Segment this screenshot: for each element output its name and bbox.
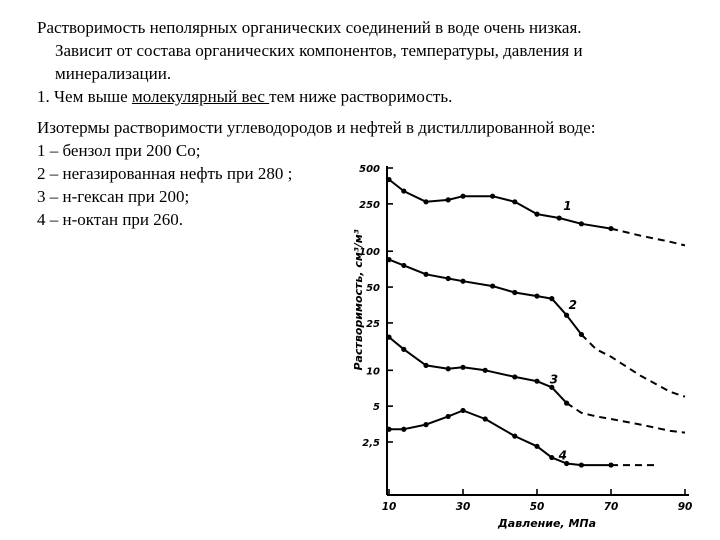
- y-tick-label: 2,5: [362, 438, 380, 449]
- series-4-point: [534, 444, 539, 449]
- y-axis-title: Растворимость, см³/м³: [352, 229, 365, 371]
- series-3-point: [386, 335, 391, 340]
- y-tick-label: 10: [366, 366, 380, 378]
- series-2-point: [490, 283, 495, 288]
- series-2-point: [423, 272, 428, 277]
- series-4-point: [460, 408, 465, 413]
- y-tick-label: 50: [366, 283, 380, 295]
- series-3-point: [483, 368, 488, 373]
- series-1-line: [389, 180, 611, 229]
- paragraph-line-1: Растворимость неполярных органических соединений в воде очень низкая.: [37, 18, 582, 37]
- series-1-point: [460, 194, 465, 199]
- series-1-point: [512, 199, 517, 204]
- isotherm-item-1: 1 – бензол при 200 Со;: [37, 141, 201, 160]
- isotherms-heading: Изотермы растворимости углеводородов и нефтей в дистиллированной воде:: [37, 118, 596, 137]
- series-1-point: [423, 199, 428, 204]
- y-tick-label: 500: [359, 164, 380, 175]
- series-2-point: [460, 279, 465, 284]
- series-3-dashed-line: [567, 403, 685, 433]
- point-1-underlined: молекулярный вес: [131, 87, 270, 106]
- series-3-label: 3: [549, 372, 559, 387]
- series-1-dashed-line: [611, 229, 685, 246]
- series-3-point: [446, 366, 451, 371]
- point-1-prefix: 1. Чем выше: [37, 87, 132, 106]
- point-1: [37, 85, 707, 108]
- isotherm-item-4: 4 – н-октан при 260.: [37, 210, 184, 229]
- series-3-point: [460, 365, 465, 370]
- x-tick-label: 50: [529, 501, 545, 513]
- series-4-point: [386, 427, 391, 432]
- y-tick-label: 100: [359, 247, 380, 259]
- series-4-point: [608, 462, 613, 467]
- series-3-point: [564, 401, 569, 406]
- series-4-point: [579, 462, 584, 467]
- isotherm-item-3: 3 – н-гексан при 200;: [37, 187, 190, 206]
- series-2-point: [534, 293, 539, 298]
- series-3-point: [512, 374, 517, 379]
- series-2-point: [386, 257, 391, 262]
- series-1-point: [579, 221, 584, 226]
- series-2-dashed-line: [581, 335, 685, 397]
- isotherm-item-2: 2 – негазированная нефть при 280 ;: [37, 164, 293, 183]
- series-1-point: [490, 194, 495, 199]
- series-1-point: [446, 197, 451, 202]
- series-4-point: [446, 414, 451, 419]
- series-2-point: [401, 263, 406, 268]
- series-2-point: [564, 313, 569, 318]
- point-1-suffix: тем ниже растворимость.: [269, 87, 453, 106]
- series-1-label: 1: [563, 199, 572, 214]
- paragraph-line-2: Зависит от состава органических компонентов, температуры, давления и: [55, 41, 583, 60]
- x-tick-label: 70: [603, 501, 619, 513]
- series-3-point: [401, 347, 406, 352]
- series-1-point: [608, 226, 613, 231]
- series-4-point: [512, 434, 517, 439]
- series-2-point: [579, 332, 584, 337]
- series-2-point: [446, 276, 451, 281]
- series-1-point: [401, 188, 406, 193]
- series-4-line: [389, 411, 611, 466]
- series-2-point: [512, 290, 517, 295]
- chart-svg: [352, 150, 700, 532]
- y-tick-label: 25: [366, 318, 380, 330]
- series-1-point: [534, 212, 539, 217]
- series-2-label: 2: [568, 298, 577, 313]
- series-3-line: [389, 337, 567, 403]
- y-tick-label: 250: [359, 199, 380, 211]
- paragraph-line-3: минерализации.: [55, 64, 172, 83]
- series-2-point: [549, 296, 554, 301]
- x-tick-label: 10: [381, 501, 397, 513]
- y-tick-label: 5: [373, 402, 380, 414]
- series-4-point: [549, 455, 554, 460]
- series-4-point: [423, 422, 428, 427]
- series-3-point: [534, 379, 539, 384]
- series-4-point: [401, 427, 406, 432]
- x-tick-label: 30: [455, 501, 471, 513]
- solubility-chart: [352, 150, 700, 532]
- series-4-point: [483, 416, 488, 421]
- x-tick-label: 90: [677, 501, 693, 513]
- x-axis-title: Давление, МПа: [497, 517, 597, 530]
- series-3-point: [423, 363, 428, 368]
- series-1-point: [386, 177, 391, 182]
- series-4-label: 4: [558, 448, 567, 463]
- series-1-point: [557, 215, 562, 220]
